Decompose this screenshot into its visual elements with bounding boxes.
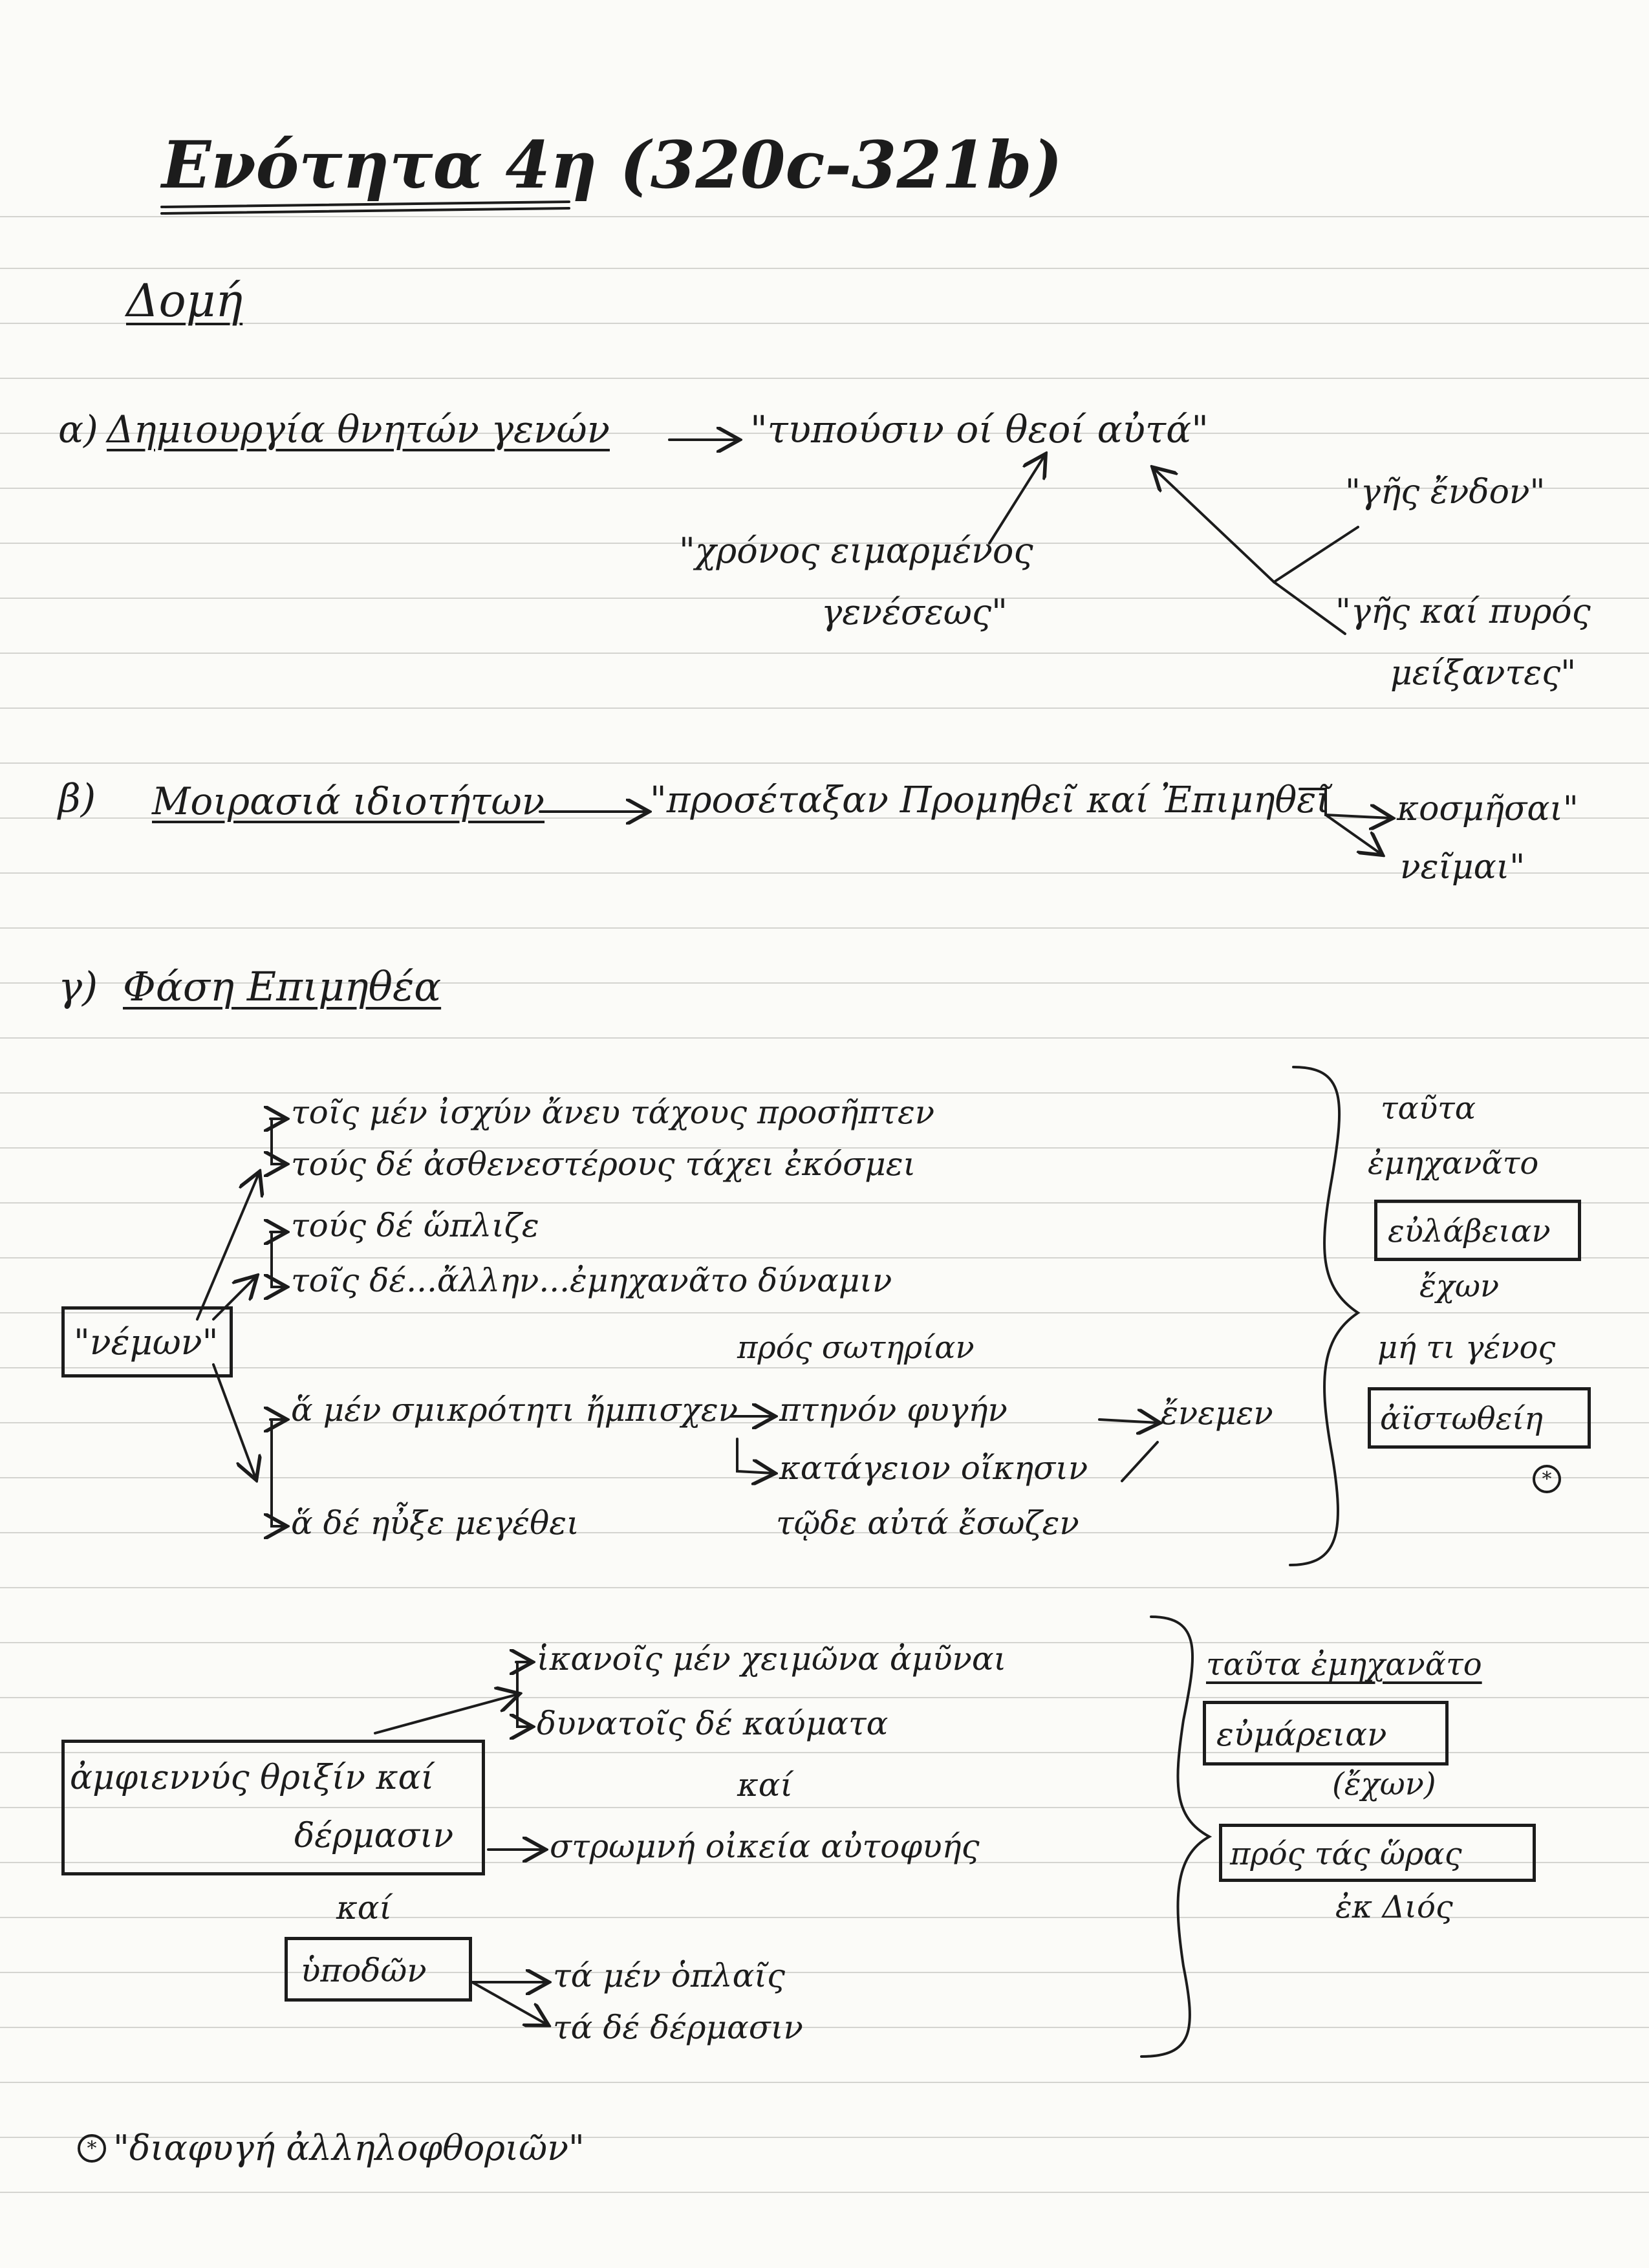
- c-side-3: ἔχων: [1419, 1268, 1500, 1304]
- clothing-box: [61, 1740, 485, 1875]
- footnote-asterisk-icon: *: [78, 2134, 106, 2163]
- section-a-earth3: μείξαντες": [1390, 654, 1577, 693]
- c-side-box-1-label: εὐλάβειαν: [1388, 1213, 1551, 1249]
- c-side-box-2-label: ἀϊστωθείη: [1380, 1401, 1543, 1437]
- section-a-time: "χρόνος ειμαρμένος: [679, 530, 1033, 571]
- c-line-9: κατάγειον οἴκησιν: [779, 1449, 1088, 1487]
- d-line-6: τά δέ δέρμασιν: [553, 2009, 803, 2046]
- d-line-5: τά μέν ὁπλαῖς: [553, 1957, 785, 1994]
- c-line-7: πτηνόν φυγήν: [779, 1391, 1008, 1429]
- c-side-box-2: [1368, 1387, 1591, 1449]
- section-b-verb2: νεῖμαι": [1400, 848, 1525, 887]
- section-a-earth2: "γῆς καί πυρός: [1335, 592, 1591, 631]
- section-a-time2: γενέσεως": [821, 592, 1008, 632]
- nemon-label: "νέμων": [74, 1322, 219, 1363]
- section-b-marker: β): [58, 776, 96, 821]
- c-line-6: ἅ μέν σμικρότητι ἤμπισχεν: [291, 1391, 738, 1429]
- section-b-quote: "προσέταξαν Προμηθεῖ καί Ἐπιμηθεῖ: [650, 779, 1331, 821]
- d-side-box-1-label: εὐμάρειαν: [1216, 1716, 1387, 1753]
- structure-heading: Δομή: [126, 274, 243, 327]
- asterisk-mark-icon: *: [1533, 1465, 1561, 1493]
- clothing-label-1: ἀμφιεννύς θριξίν καί: [70, 1758, 435, 1797]
- section-c-heading: Φάση Επιμηθέα: [123, 963, 442, 1010]
- d-side-box-2-label: πρός τάς ὥρας: [1230, 1836, 1462, 1872]
- c-line-4: τοῖς δέ...ἄλλην...ἐμηχανᾶτο δύναμιν: [291, 1262, 892, 1299]
- section-b-verb1: κοσμῆσαι": [1397, 790, 1579, 828]
- c-line-8: ἔνεμεν: [1161, 1394, 1273, 1432]
- c-line-2: τούς δέ ἀσθενεστέρους τάχει ἐκόσμει: [291, 1145, 916, 1183]
- section-a-quote: "τυπούσιν οί θεοί αὐτά": [750, 407, 1209, 451]
- c-side-4: μή τι γένος: [1377, 1330, 1556, 1366]
- nemon-box: [61, 1306, 233, 1377]
- section-a-marker: α): [58, 407, 98, 451]
- c-line-3: τούς δέ ὥπλιζε: [291, 1207, 539, 1244]
- c-line-5: πρός σωτηρίαν: [737, 1330, 975, 1366]
- section-a-earth1: "γῆς ἔνδον": [1345, 473, 1546, 512]
- c-side-2: ἐμηχανᾶτο: [1368, 1145, 1539, 1182]
- c-side-1: ταῦτα: [1381, 1090, 1476, 1127]
- d-line-3: καί: [737, 1766, 793, 1804]
- c-line-1: τοῖς μέν ἰσχύν ἄνευ τάχους προσῆπτεν: [291, 1094, 935, 1131]
- d-kai-left: καί: [336, 1889, 393, 1927]
- d-line-4: στρωμνή οἰκεία αὐτοφυής: [550, 1828, 980, 1865]
- c-side-box-1: [1374, 1200, 1581, 1261]
- page-title: Ενότητα 4η (320c-321b): [162, 127, 1062, 203]
- d-side-2: (ἔχων): [1332, 1766, 1436, 1802]
- d-side-3: ἐκ Διός: [1335, 1889, 1453, 1925]
- footnote-text: "διαφυγή ἀλληλοφθοριῶν": [113, 2128, 585, 2168]
- section-c-marker: γ): [58, 963, 98, 1010]
- section-a-heading: Δημιουργία θνητών γενών: [107, 407, 610, 451]
- d-side-box-2: [1219, 1824, 1536, 1882]
- c-line-11: τῷδε αὐτά ἔσωζεν: [776, 1504, 1079, 1542]
- d-line-2: δυνατοῖς δέ καύματα: [537, 1705, 889, 1742]
- shoes-label: ὑποδῶν: [301, 1952, 427, 1989]
- d-line-1: ἱκανοῖς μέν χειμῶνα ἀμῦναι: [537, 1640, 1007, 1678]
- section-b-heading: Μοιρασιά ιδιοτήτων: [152, 779, 545, 823]
- shoes-box: [285, 1937, 472, 2002]
- c-line-10: ἅ δέ ηὖξε μεγέθει: [291, 1504, 579, 1542]
- d-side-1: ταῦτα ἐμηχανᾶτο: [1206, 1647, 1482, 1683]
- clothing-label-2: δέρμασιν: [294, 1817, 454, 1855]
- d-side-box-1: [1203, 1701, 1449, 1766]
